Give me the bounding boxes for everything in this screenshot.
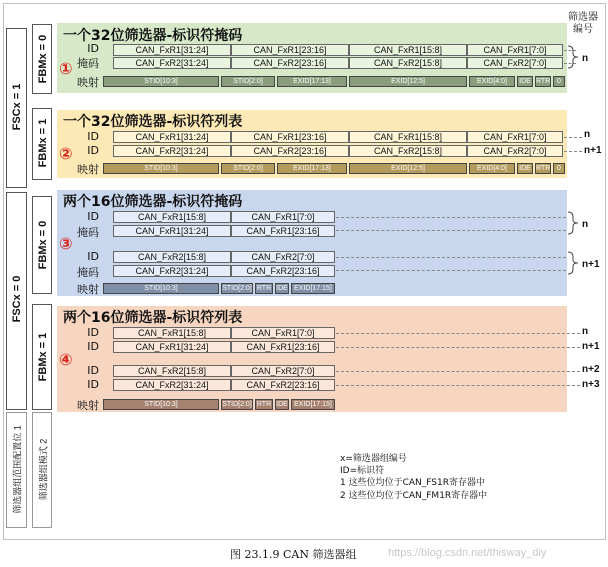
filter-index: n <box>582 326 589 337</box>
panel-4-reg: CAN_FxR2[23:16] <box>231 379 335 391</box>
panel-2-map-field: STID[2:0] <box>221 163 275 174</box>
panel-2-reg: CAN_FxR1[15:8] <box>349 131 467 143</box>
panel-4-id-label: ID <box>87 378 99 391</box>
panel-3-reg: CAN_FxR2[7:0] <box>231 251 335 263</box>
panel-1-map-label: 映射 <box>77 76 99 89</box>
leader-line <box>336 217 566 218</box>
panel-3-reg: CAN_FxR1[15:8] <box>113 211 231 223</box>
brace-icon <box>567 45 579 69</box>
index-header: 筛选器编号 <box>568 12 598 35</box>
legend-item: x=筛选器组编号 <box>340 454 407 464</box>
panel-2-map-field: IDE <box>517 163 533 174</box>
panel-3-id-label: ID <box>87 250 99 263</box>
panel-4-id-label: ID <box>87 364 99 377</box>
panel-4-id-label: ID <box>87 326 99 339</box>
panel-2-title: 一个32位筛选器-标识符列表 <box>63 114 243 130</box>
panel-4-map-field: EXID[17:15] <box>291 399 335 410</box>
fsc-bottom-label: FSCx = 0 <box>11 275 23 323</box>
leader-line <box>336 257 566 258</box>
panel-1-title: 一个32位筛选器-标识符掩码 <box>63 28 243 44</box>
panel-4-map-field: STID[10:3] <box>103 399 219 410</box>
filter-index: n+3 <box>582 379 600 390</box>
panel-2-map-field: EXID[4:0] <box>469 163 515 174</box>
panel-1-map-field: RTR <box>536 78 551 85</box>
panel-3-number: ③ <box>59 234 73 253</box>
panel-2-reg: CAN_FxR2[31:24] <box>113 145 231 157</box>
legend-item: 1 这些位均位于CAN_FS1R寄存器中 <box>340 478 485 488</box>
panel-2-map-field: EXID[17:13] <box>277 163 347 174</box>
leader-line <box>336 385 580 386</box>
panel-3-map-field: STID[10:3] <box>103 283 219 294</box>
filter-index: n+1 <box>582 259 600 270</box>
brace-icon <box>567 211 579 235</box>
panel-4-reg: CAN_FxR2[7:0] <box>231 365 335 377</box>
panel-3-map-field: STID[2:0] <box>222 285 252 292</box>
panel-4-reg: CAN_FxR1[23:16] <box>231 341 335 353</box>
fbm-label-3: FBMx = 0 <box>37 220 49 270</box>
legend-item: ID=标识符 <box>340 466 385 476</box>
panel-4-id-label: ID <box>87 340 99 353</box>
panel-2-reg: CAN_FxR2[15:8] <box>349 145 467 157</box>
panel-3-map-field: RTR <box>256 285 272 292</box>
panel-4-map-field: IDE <box>276 401 288 408</box>
panel-4-reg: CAN_FxR1[15:8] <box>113 327 231 339</box>
panel-3-mask-label: 掩码 <box>77 266 99 279</box>
panel-3-title: 两个16位筛选器-标识符掩码 <box>63 194 243 210</box>
filter-index: n <box>584 129 591 140</box>
filter-index: n <box>582 53 589 64</box>
panel-2-map-field: STID[10:3] <box>103 163 219 174</box>
panel-3-reg: CAN_FxR1[31:24] <box>113 225 231 237</box>
panel-3-id-label: ID <box>87 210 99 223</box>
filter-index: n+1 <box>584 145 602 156</box>
panel-1 <box>57 23 567 93</box>
panel-3-mask-label: 掩码 <box>77 226 99 239</box>
panel-1-id-label: ID <box>87 42 99 55</box>
filter-index: n+2 <box>582 364 600 375</box>
leader-line <box>336 371 580 372</box>
panel-1-reg: CAN_FxR2[15:8] <box>349 57 467 69</box>
panel-1-map-field: 0 <box>553 76 565 87</box>
panel-1-reg: CAN_FxR1[7:0] <box>467 44 563 56</box>
panel-2-map-field: 0 <box>553 163 565 174</box>
leader-line <box>336 347 580 348</box>
panel-1-reg: CAN_FxR2[31:24] <box>113 57 231 69</box>
panel-4-map-label: 映射 <box>77 399 99 412</box>
leader-line <box>564 151 582 152</box>
mode-config-column <box>32 412 52 528</box>
leader-line <box>336 270 566 271</box>
filter-index: n <box>582 219 589 230</box>
panel-1-map-field: STID[2:0] <box>221 76 275 87</box>
panel-4-reg: CAN_FxR2[15:8] <box>113 365 231 377</box>
panel-3-map-field: IDE <box>276 285 288 292</box>
panel-4-map-field: STID[2:0] <box>222 401 252 408</box>
panel-3-map-field: EXID[17:15] <box>291 283 335 294</box>
panel-1-reg: CAN_FxR2[23:16] <box>231 57 349 69</box>
panel-2-reg: CAN_FxR1[23:16] <box>231 131 349 143</box>
fbm-column-1 <box>32 24 52 94</box>
panel-4 <box>57 306 567 412</box>
panel-3-reg: CAN_FxR2[15:8] <box>113 251 231 263</box>
panel-2 <box>57 110 567 178</box>
fbm-label-1: FBMx = 0 <box>37 34 49 84</box>
panel-3-reg: CAN_FxR2[31:24] <box>113 265 231 277</box>
fbm-label-4: FBMx = 1 <box>37 332 49 382</box>
panel-1-mask-label: 掩码 <box>77 57 99 70</box>
panel-2-map-field: RTR <box>536 165 551 172</box>
panel-1-map-field: IDE <box>517 76 533 87</box>
panel-4-reg: CAN_FxR1[31:24] <box>113 341 231 353</box>
mode-config-label: 筛选器组模式 2 <box>38 438 49 501</box>
panel-3-reg: CAN_FxR2[23:16] <box>231 265 335 277</box>
panel-2-number: ② <box>59 144 73 163</box>
panel-3-map-label: 映射 <box>77 283 99 296</box>
panel-3 <box>57 190 567 296</box>
figure-caption: 图 23.1.9 CAN 筛选器组 <box>230 548 357 561</box>
panel-1-number: ① <box>59 59 73 78</box>
fsc-top-label: FSCx = 1 <box>11 83 23 131</box>
fbm-column-2 <box>32 108 52 180</box>
panel-2-reg: CAN_FxR2[7:0] <box>467 145 563 157</box>
panel-1-reg: CAN_FxR1[23:16] <box>231 44 349 56</box>
panel-2-map-label: 映射 <box>77 163 99 176</box>
panel-2-reg: CAN_FxR2[23:16] <box>231 145 349 157</box>
panel-4-map-field: RTR <box>256 401 272 408</box>
leader-line <box>564 137 582 138</box>
panel-2-id-label: ID <box>87 130 99 143</box>
watermark: https://blog.csdn.net/thisway_diy <box>388 547 547 559</box>
fbm-column-4 <box>32 304 52 410</box>
panel-2-reg: CAN_FxR1[31:24] <box>113 131 231 143</box>
fbm-column-3 <box>32 196 52 294</box>
panel-2-id-label: ID <box>87 144 99 157</box>
panel-4-title: 两个16位筛选器-标识符列表 <box>63 310 243 326</box>
panel-4-number: ④ <box>59 350 73 369</box>
fsc-column-top <box>6 28 27 188</box>
panel-2-map-field: EXID[12:5] <box>349 163 467 174</box>
panel-1-reg: CAN_FxR2[7:0] <box>467 57 563 69</box>
panel-1-reg: CAN_FxR1[15:8] <box>349 44 467 56</box>
scale-config-column <box>6 412 27 528</box>
fsc-column-bottom <box>6 192 27 410</box>
legend-item: 2 这些位均位于CAN_FM1R寄存器中 <box>340 491 488 501</box>
scale-config-label: 筛选器组范围配置位 1 <box>12 425 23 514</box>
panel-4-reg: CAN_FxR1[7:0] <box>231 327 335 339</box>
panel-1-map-field: EXID[17:13] <box>277 76 347 87</box>
panel-3-reg: CAN_FxR1[23:16] <box>231 225 335 237</box>
panel-3-reg: CAN_FxR1[7:0] <box>231 211 335 223</box>
panel-2-reg: CAN_FxR1[7:0] <box>467 131 563 143</box>
panel-4-reg: CAN_FxR2[31:24] <box>113 379 231 391</box>
panel-1-map-field: STID[10:3] <box>103 76 219 87</box>
panel-1-map-field: EXID[12:5] <box>349 76 467 87</box>
leader-line <box>336 333 580 334</box>
brace-icon <box>567 251 579 275</box>
panel-1-map-field: EXID[4:0] <box>469 76 515 87</box>
fbm-label-2: FBMx = 1 <box>37 118 49 168</box>
panel-1-reg: CAN_FxR1[31:24] <box>113 44 231 56</box>
leader-line <box>336 230 566 231</box>
filter-index: n+1 <box>582 341 600 352</box>
